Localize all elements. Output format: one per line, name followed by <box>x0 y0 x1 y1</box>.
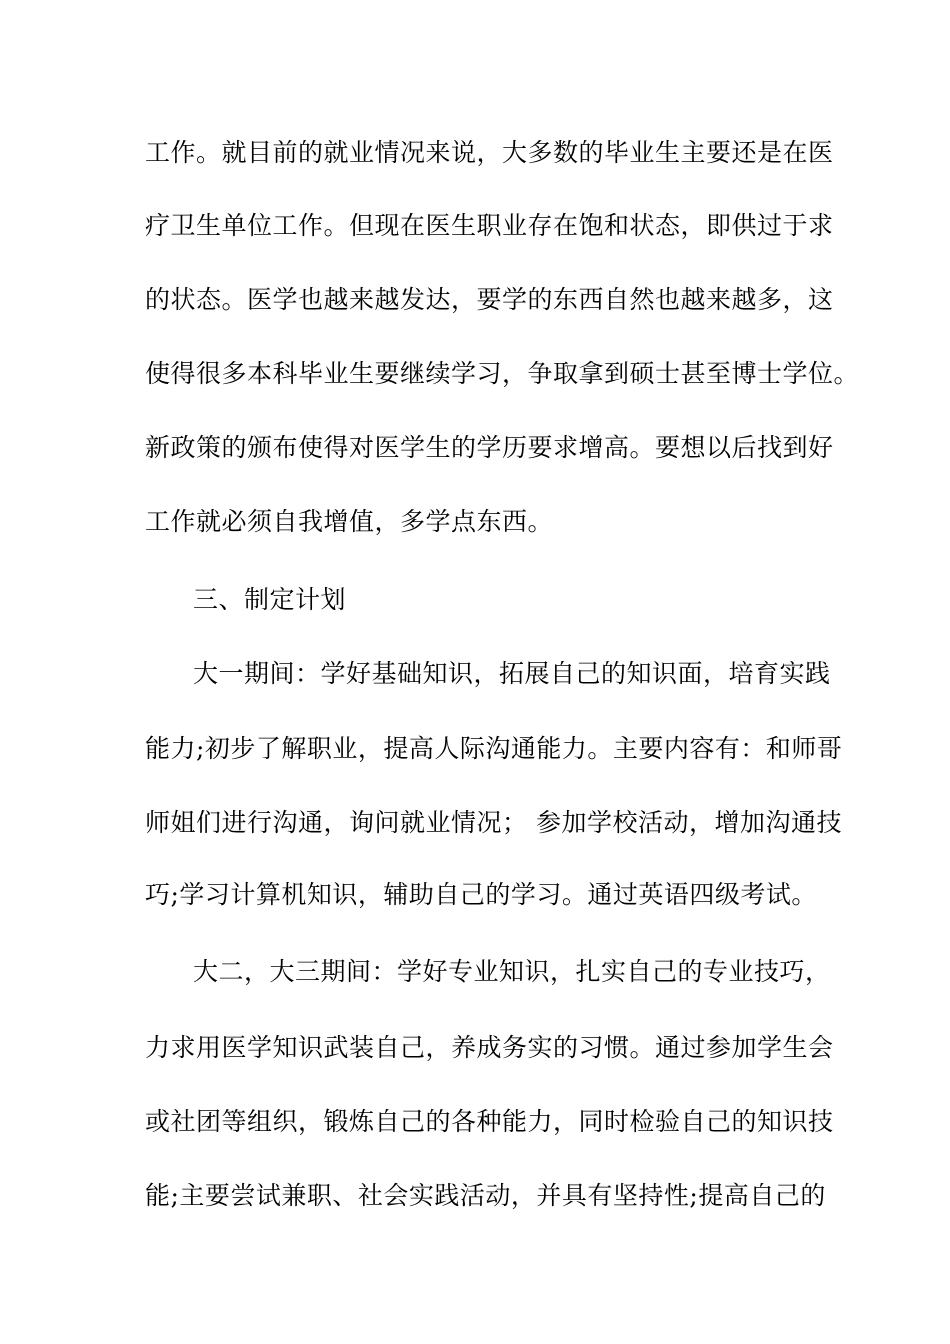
text-line: 能;主要尝试兼职、社会实践活动，并具有坚持性;提高自己的 <box>145 1181 826 1210</box>
text-line: 或社团等组织，锻炼自己的各种能力，同时检验自己的知识技 <box>145 1107 834 1136</box>
text-line: 巧;学习计算机知识，辅助自己的学习。通过英语四级考试。 <box>145 880 817 909</box>
section-heading: 三、制定计划 <box>193 585 347 614</box>
paragraph-start-line: 大一期间：学好基础知识，拓展自己的知识面，培育实践 <box>193 659 831 688</box>
text-line: 能力;初步了解职业，提高人际沟通能力。主要内容有：和师哥 <box>145 734 843 763</box>
text-line: 工作。就目前的就业情况来说，大多数的毕业生主要还是在医 <box>145 138 834 167</box>
text-line: 疗卫生单位工作。但现在医生职业存在饱和状态，即供过于求 <box>145 211 834 240</box>
text-line: 使得很多本科毕业生要继续学习，争取拿到硕士甚至博士学位。 <box>145 359 860 388</box>
text-line: 新政策的颁布使得对医学生的学历要求增高。要想以后找到好 <box>145 433 834 462</box>
paragraph-start-line: 大二，大三期间：学好专业知识，扎实自己的专业技巧， <box>193 957 831 986</box>
text-line: 力求用医学知识武装自己，养成务实的习惯。通过参加学生会 <box>145 1033 834 1062</box>
text-line: 师姐们进行沟通，询问就业情况； 参加学校活动，增加沟通技 <box>145 808 842 837</box>
text-line: 的状态。医学也越来越发达，要学的东西自然也越来越多，这 <box>145 285 834 314</box>
text-line: 工作就必须自我增值，多学点东西。 <box>145 507 554 536</box>
